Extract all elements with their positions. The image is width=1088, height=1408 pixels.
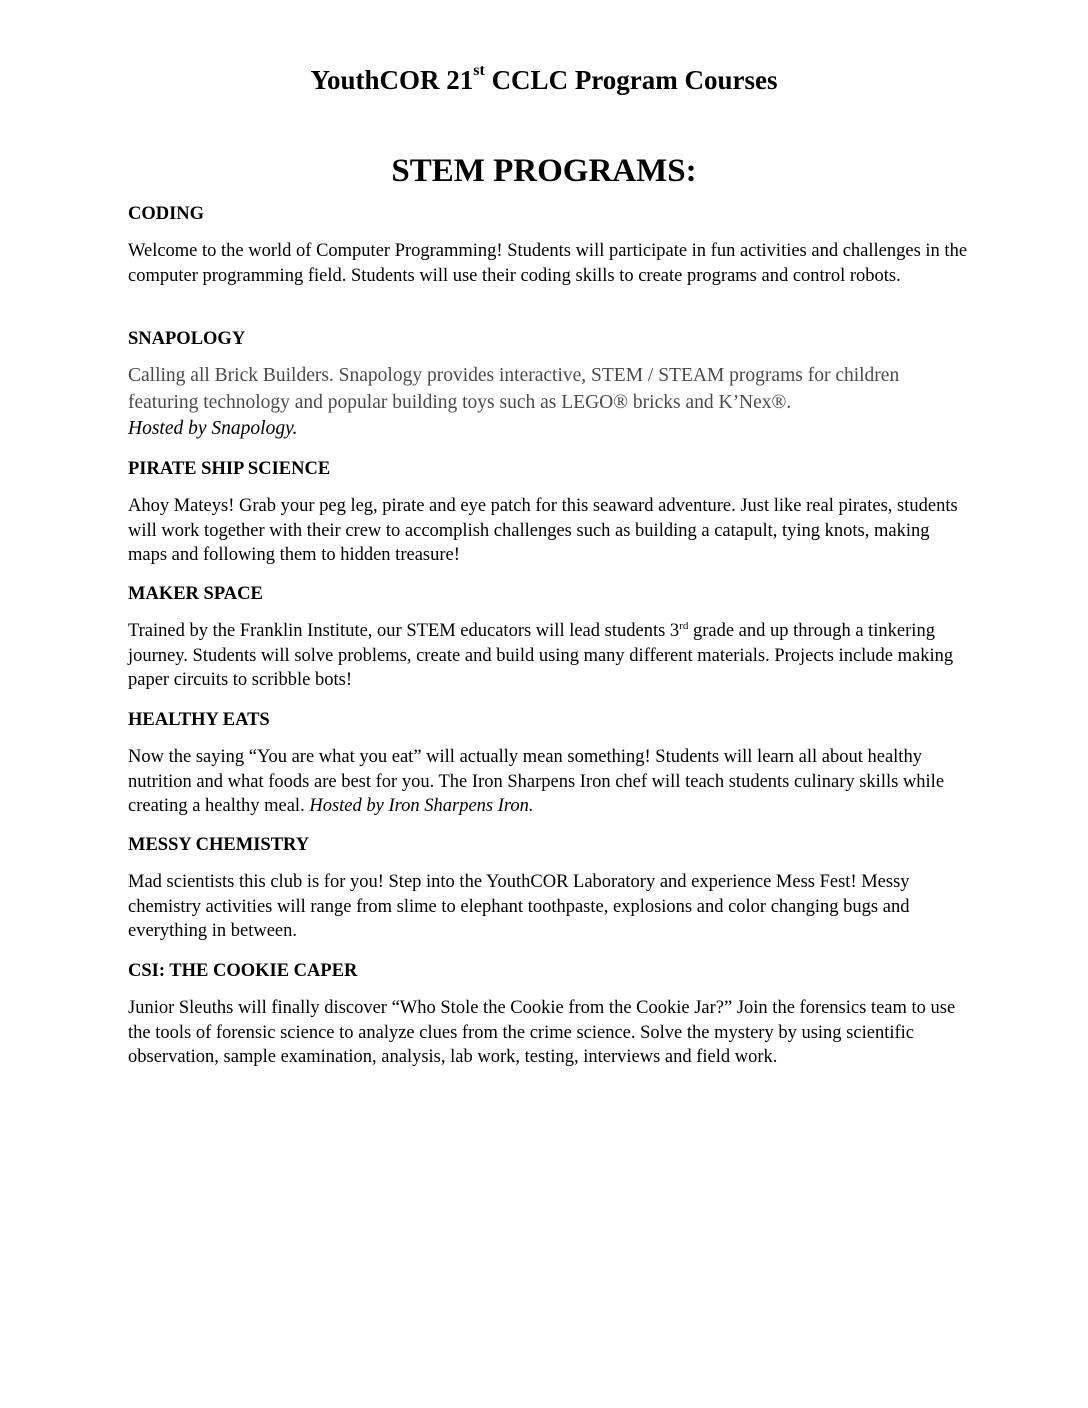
grade-superscript: rd: [679, 619, 689, 632]
document-title-main: YouthCOR 21: [310, 65, 474, 95]
course-heading: HEALTHY EATS: [128, 710, 270, 730]
course-heading: MAKER SPACE: [128, 584, 263, 604]
course-heading: SNAPOLOGY: [128, 329, 246, 349]
course-description: Welcome to the world of Computer Programming! Students will participate in fun activities and challenges in the computer programming field. Students will use their coding skills to create programs and control robots.: [128, 241, 968, 286]
course-description: [128, 745, 968, 819]
course-pirate-ship-science: [128, 456, 968, 568]
course-description-text: Now the saying “You are what you eat” will actually mean something! Students will learn all about healthy nutrition and what foods are best for you. The Iron Sharpens Iron chef will teach students culinary skills while creating a healthy meal.: [128, 747, 945, 816]
course-messy-chemistry: [128, 832, 968, 944]
course-csi-cookie-caper: [128, 958, 968, 1070]
document-title-rest: CCLC Program Courses: [484, 65, 778, 95]
course-healthy-eats: [128, 707, 968, 819]
course-description-text: grade and up through a tinkering journey. Students will solve problems, create and build using many different materials. Projects include making paper circuits to scribble bots!: [128, 621, 954, 690]
course-heading: MESSY CHEMISTRY: [128, 835, 310, 855]
course-snapology: [128, 326, 968, 443]
course-heading: CODING: [128, 204, 205, 224]
section-title: STEM PROGRAMS:: [391, 153, 697, 189]
document-title-superscript: st: [473, 62, 485, 79]
course-heading: CSI: THE COOKIE CAPER: [128, 961, 358, 981]
document-title: [0, 60, 1088, 100]
course-description: Ahoy Mateys! Grab your peg leg, pirate and eye patch for this seaward adventure. Just like real pirates, students will work together with their crew to accomplish challenges such as building a catapult, tying knots, making maps and following them to hidden treasure!: [128, 496, 958, 565]
course-description: [128, 619, 968, 693]
course-maker-space: [128, 581, 968, 693]
course-description-text: Trained by the Franklin Institute, our STEM educators will lead students 3: [128, 621, 680, 641]
course-description-text: Calling all Brick Builders. Snapology provides interactive, STEM / STEAM programs for children featuring technology and popular building toys such as LEGO® bricks and K’Nex®.: [128, 365, 900, 413]
course-description: [128, 363, 968, 443]
course-description: Junior Sleuths will finally discover “Who Stole the Cookie from the Cookie Jar?” Join the forensics team to use the tools of forensic science to analyze clues from the crime science. Solve the mystery by using scientific observation, sample examination, analysis, lab work, testing, interviews and field work.: [128, 998, 956, 1067]
course-heading: PIRATE SHIP SCIENCE: [128, 459, 331, 479]
course-description: Mad scientists this club is for you! Step into the YouthCOR Laboratory and experience Mess Fest! Messy chemistry activities will range from slime to elephant toothpaste, explosions and color changing bugs and everything in between.: [128, 872, 910, 941]
course-host: Hosted by Snapology.: [128, 418, 298, 439]
course-coding: [128, 201, 968, 288]
course-host: Hosted by Iron Sharpens Iron.: [309, 796, 534, 816]
